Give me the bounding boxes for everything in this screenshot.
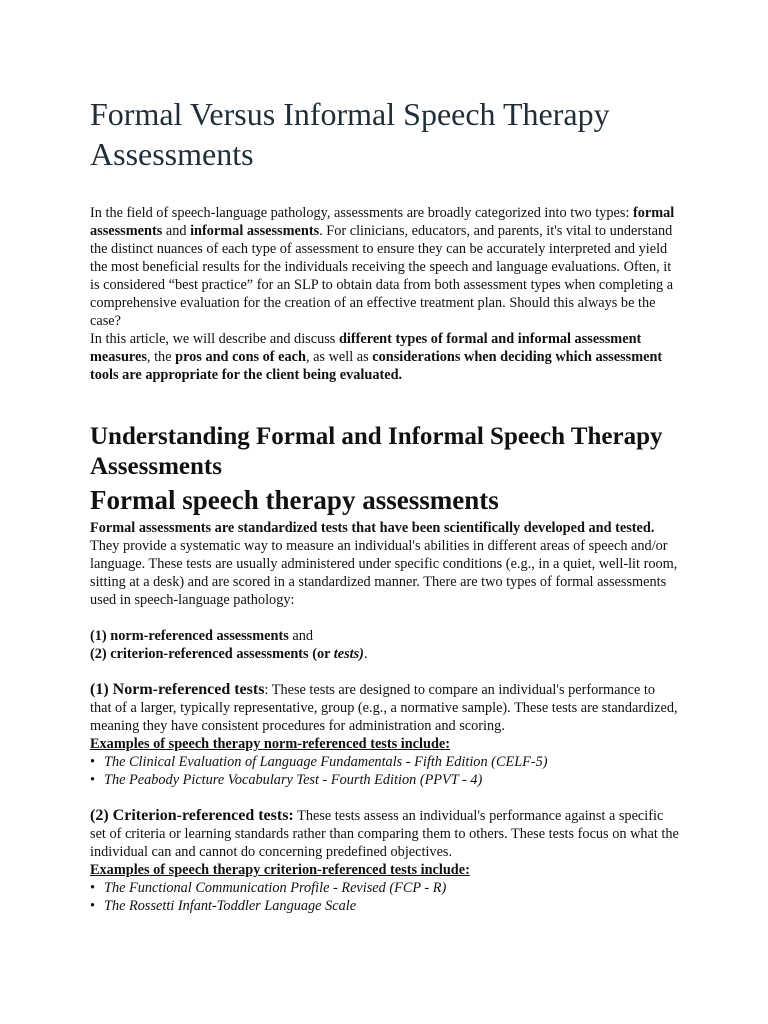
list-item: • The Functional Communication Profile - Revised (FCP - R) [90, 880, 447, 896]
norm-examples-list [90, 753, 680, 789]
intro2-text-1: In this article, we will describe and discuss [90, 331, 339, 347]
formal-definition [90, 519, 680, 609]
type-criterion-italic: tests) [333, 646, 364, 662]
section-heading: Understanding Formal and Informal Speech Therapy Assessments [90, 423, 663, 480]
type-line-1 [90, 627, 680, 645]
intro1-bold-formal: formal assessments [90, 205, 675, 239]
intro1-text-2: and [162, 223, 191, 239]
type-criterion-bold: (2) criterion-referenced assessments (or [90, 646, 334, 662]
criterion-examples-heading: Examples of speech therapy criterion-referenced tests include: [90, 862, 470, 878]
type-line-2 [90, 645, 680, 663]
formal-definition-text: They provide a systematic way to measure an individual's abilities in different areas of speech and/or language. These tests are usually administered under specific conditions (e.g., in a quiet, well-lit room, sitting at a desk) and are scored in a standardized manner. There are two types of formal assessments used in speech-language pathology: [90, 538, 678, 608]
norm-referenced-text: : These tests are designed to compare an individual's performance to that of a larger, typically representative, group (e.g., a normative sample). These tests are standardized, meaning they have consistent procedures for administration and scoring. [90, 682, 678, 734]
intro1-text-1: In the field of speech-language pathology, assessments are broadly categorized into two types: [90, 205, 633, 221]
intro1-bold-informal: informal assessments [190, 223, 320, 239]
list-item: • The Clinical Evaluation of Language Fundamentals - Fifth Edition (CELF-5) [90, 754, 548, 770]
formal-definition-bold: Formal assessments are standardized tests that have been scientifically developed and tested. [90, 520, 655, 536]
bullet-icon: • [90, 772, 96, 788]
intro2-bold-2: pros and cons of each [175, 349, 306, 365]
bullet-icon: • [90, 880, 96, 896]
intro2-text-3: , as well as [305, 349, 373, 365]
type-line-2-text: . [363, 646, 368, 662]
intro2-bold-1: different types of formal and informal assessment measures [90, 331, 642, 365]
intro-paragraph-1 [90, 204, 680, 330]
list-item: • The Rossetti Infant-Toddler Language Scale [90, 898, 357, 914]
criterion-referenced-text: These tests assess an individual's performance against a specific set of criteria or learning standards rather than comparing them to others. These tests focus on what the individual can and cannot do concerning predefined objectives. [90, 808, 679, 860]
bullet-icon: • [90, 898, 96, 914]
criterion-examples-list [90, 879, 680, 915]
intro1-text-3: . For clinicians, educators, and parents, it's vital to understand the distinct nuances of each type of assessment to ensure they can be accurately interpreted and yield the most beneficial results for the individuals receiving the speech and language evaluations. Often, it is considered “best practice” for an SLP to obtain data from both assessment types when completing a comprehensive evaluation for the creation of an effective treatment plan. Should this always be the case? [90, 223, 674, 329]
criterion-referenced-paragraph [90, 807, 680, 861]
type-line-1-text: and [288, 628, 313, 644]
bullet-icon: • [90, 754, 96, 770]
norm-examples-heading: Examples of speech therapy norm-referenced tests include: [90, 736, 451, 752]
page-title: Formal Versus Informal Speech Therapy Assessments [90, 96, 610, 172]
intro2-bold-3: considerations when deciding which assessment tools are appropriate for the client being evaluated. [90, 349, 663, 383]
intro2-text-2: , the [146, 349, 176, 365]
type-norm-bold: (1) norm-referenced assessments [90, 628, 289, 644]
assessment-types [90, 627, 680, 663]
formal-heading: Formal speech therapy assessments [90, 485, 499, 515]
criterion-referenced-heading: (2) Criterion-referenced tests: [90, 807, 294, 824]
intro-paragraph-2 [90, 330, 680, 384]
norm-referenced-paragraph [90, 681, 680, 735]
list-item: • The Peabody Picture Vocabulary Test - Fourth Edition (PPVT - 4) [90, 772, 483, 788]
norm-referenced-heading: (1) Norm-referenced tests [90, 681, 265, 698]
